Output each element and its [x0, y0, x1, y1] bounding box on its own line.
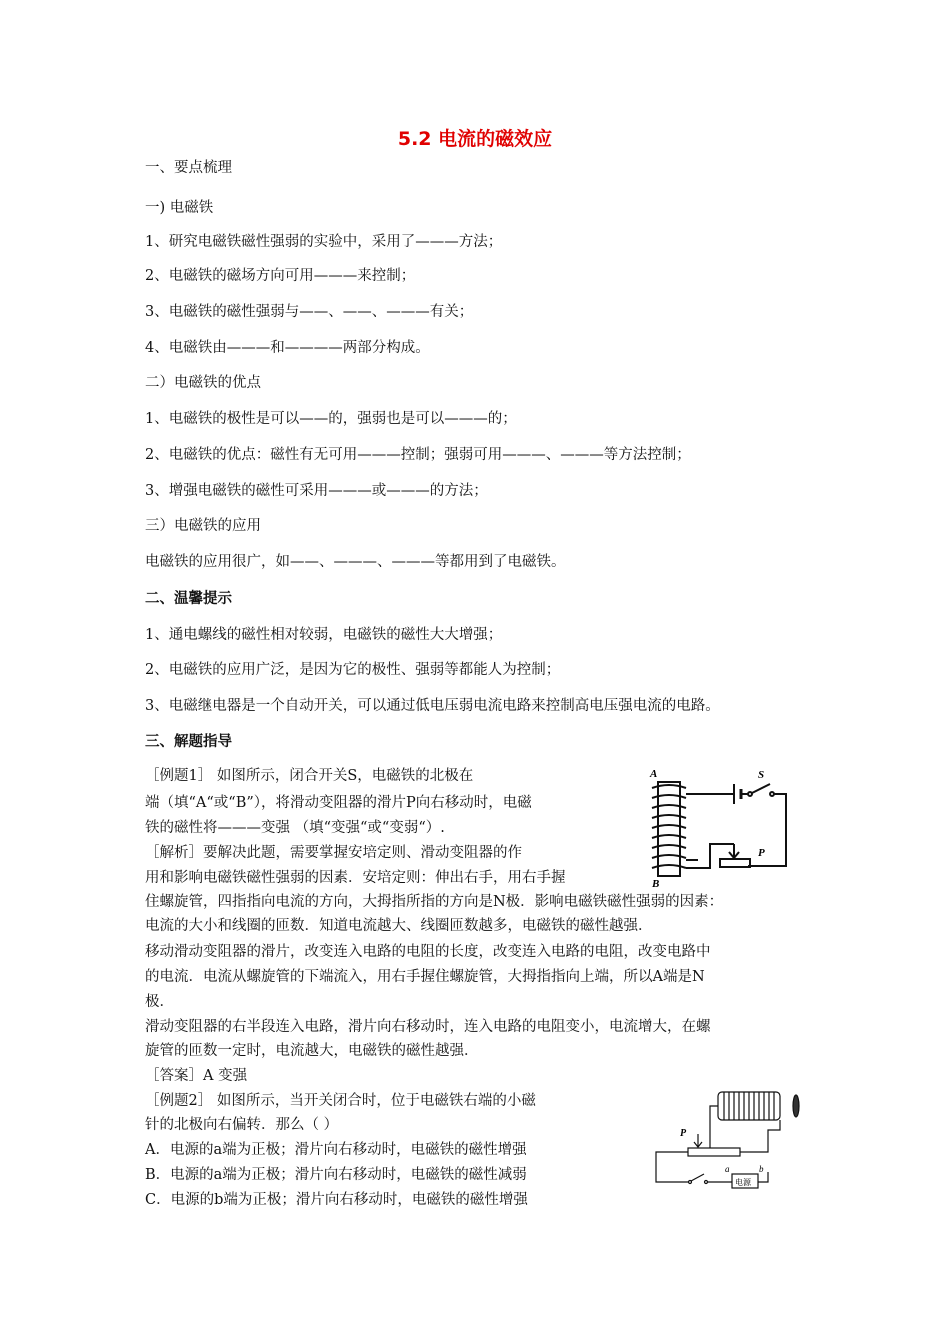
analysis-line: 极．: [145, 994, 174, 1010]
text-line: 2、电磁铁的优点：磁性有无可用———控制；强弱可用———、———等方法控制；: [145, 447, 691, 463]
text-line: 3、增强电磁铁的磁性可采用———或———的方法；: [145, 483, 488, 499]
section-heading-tips: 二、温馨提示: [145, 591, 232, 607]
label-a: A: [650, 768, 658, 780]
electromagnet-circuit-figure-1: [638, 764, 798, 888]
label-p: P: [758, 847, 765, 859]
section-heading-key-points: 一、要点梳理: [145, 160, 232, 176]
power-source-label: 电源: [735, 1178, 751, 1187]
example-1-line: 铁的磁性将———变强 （填“变强“或“变弱“）.: [145, 820, 445, 836]
subheading-applications: 三）电磁铁的应用: [145, 518, 261, 534]
analysis-line: ［解析］要解决此题，需要掌握安培定则、滑动变阻器的作: [145, 845, 522, 861]
answer-line: ［答案］A 变强: [145, 1068, 248, 1084]
subheading-electromagnet: 一) 电磁铁: [145, 200, 214, 216]
label-b2: b: [759, 1164, 764, 1174]
electromagnet-circuit-figure-2: [650, 1086, 810, 1192]
label-a2: a: [725, 1164, 730, 1174]
example-1-line: ［例题1］ 如图所示，闭合开关S，电磁铁的北极在: [145, 768, 474, 784]
text-line: 3、电磁继电器是一个自动开关，可以通过低电压弱电流电路来控制高电压强电流的电路。: [145, 698, 720, 714]
option-c: C．电源的b端为正极；滑片向右移动时，电磁铁的磁性增强: [145, 1192, 528, 1208]
text-line: 1、电磁铁的极性是可以——的，强弱也是可以———的；: [145, 411, 517, 427]
text-line: 2、电磁铁的应用广泛，是因为它的极性、强弱等都能人为控制；: [145, 662, 561, 678]
analysis-line: 电流的大小和线圈的匝数．知道电流越大、线圈匝数越多，电磁铁的磁性越强．: [145, 918, 653, 934]
analysis-line: 滑动变阻器的右半段连入电路，滑片向右移动时，连入电路的电阻变小，电流增大，在螺: [145, 1019, 711, 1035]
analysis-line: 的电流．电流从螺旋管的下端流入，用右手握住螺旋管，大拇指指向上端，所以A端是N: [145, 969, 705, 985]
label-b: B: [652, 878, 660, 888]
analysis-line: 用和影响电磁铁磁性强弱的因素．安培定则：伸出右手，用右手握: [145, 870, 566, 886]
section-heading-guidance: 三、解题指导: [145, 734, 232, 750]
option-a: A．电源的a端为正极；滑片向右移动时，电磁铁的磁性增强: [145, 1142, 527, 1158]
text-line: 1、通电螺线的磁性相对较弱，电磁铁的磁性大大增强；: [145, 627, 503, 643]
text-line: 电磁铁的应用很广，如——、———、———等都用到了电磁铁。: [145, 554, 566, 570]
analysis-line: 住螺旋管，四指指向电流的方向，大拇指所指的方向是N极．影响电磁铁磁性强弱的因素：: [145, 894, 724, 910]
analysis-line: 移动滑动变阻器的滑片，改变连入电路的电阻的长度，改变连入电路的电阻，改变电路中: [145, 944, 711, 960]
example-2-line: 针的北极向右偏转．那么（ ）: [145, 1117, 339, 1133]
option-b: B．电源的a端为正极；滑片向右移动时，电磁铁的磁性减弱: [145, 1167, 527, 1183]
text-line: 3、电磁铁的磁性强弱与——、——、———有关；: [145, 304, 474, 320]
example-2-line: ［例题2］ 如图所示，当开关闭合时，位于电磁铁右端的小磁: [145, 1093, 536, 1109]
analysis-line: 旋管的匝数一定时，电流越大，电磁铁的磁性越强．: [145, 1043, 479, 1059]
text-line: 1、研究电磁铁磁性强弱的实验中，采用了———方法；: [145, 234, 503, 250]
example-1-line: 端（填“A“或“B”），将滑动变阻器的滑片P向右移动时，电磁: [145, 795, 532, 811]
subheading-advantages: 二）电磁铁的优点: [145, 375, 261, 391]
label-s: S: [758, 769, 765, 781]
text-line: 2、电磁铁的磁场方向可用———来控制；: [145, 268, 416, 284]
text-line: 4、电磁铁由———和————两部分构成。: [145, 340, 430, 356]
page-title: 5.2 电流的磁效应: [397, 128, 553, 150]
label-p2: P: [680, 1128, 687, 1139]
